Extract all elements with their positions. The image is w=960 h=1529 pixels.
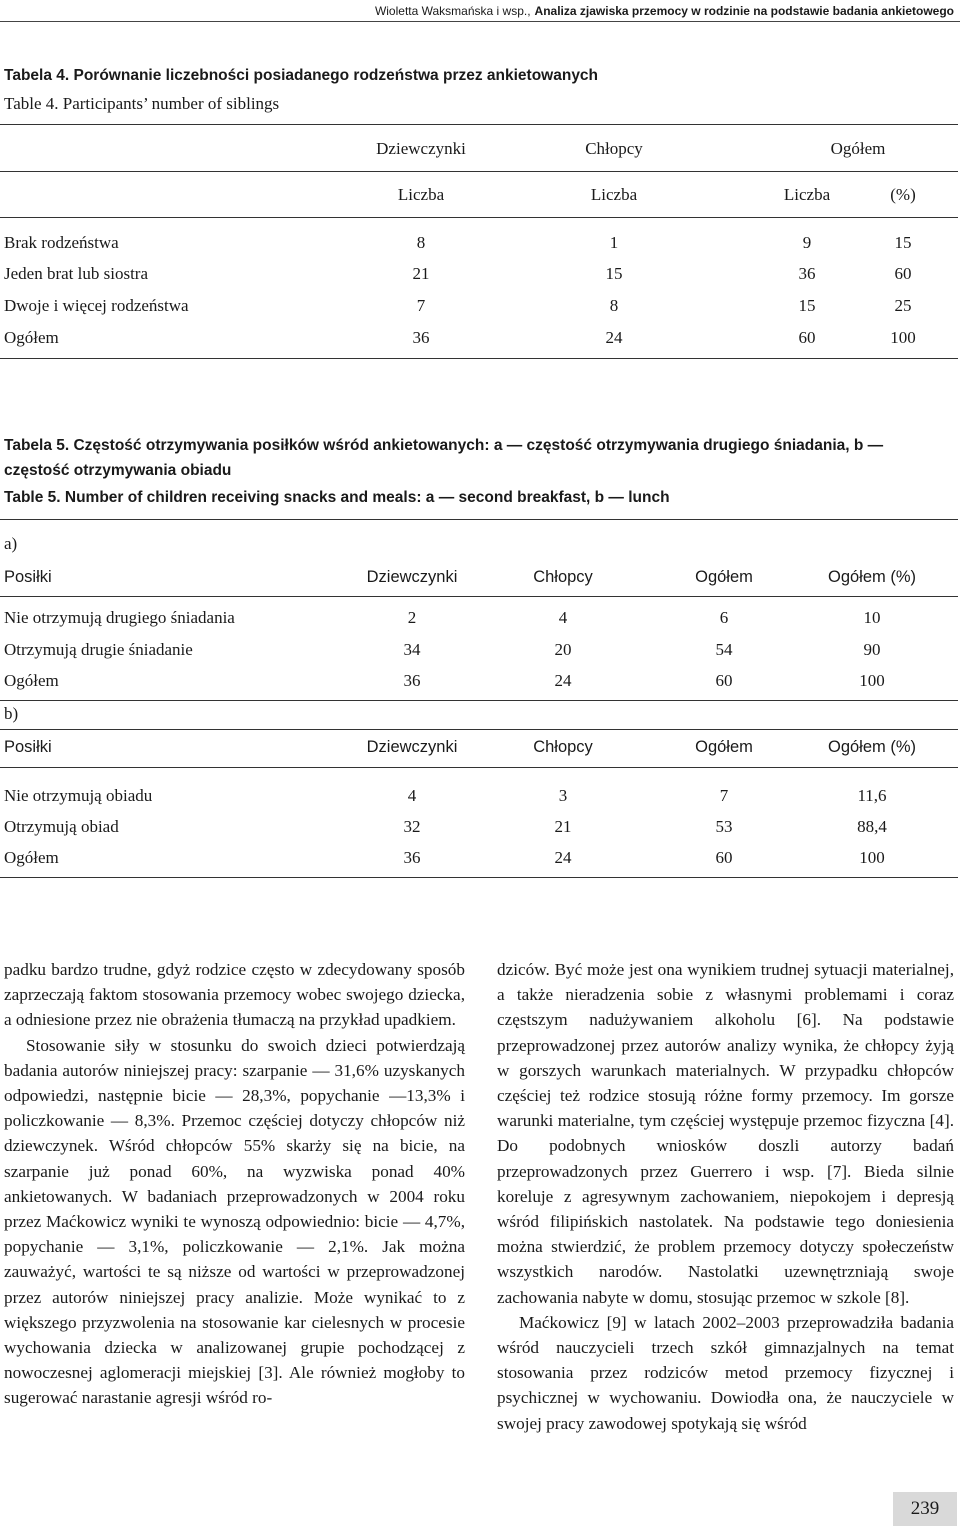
table5-header-boys: Chłopcy [533, 568, 593, 586]
table5-header-total: Ogółem [695, 568, 753, 586]
header-title: Analiza zjawiska przemocy w rodzinie na podstawie badania ankietowego [534, 3, 954, 18]
table4-group-boys: Chłopcy [585, 139, 643, 158]
table5-b-header-rule [0, 767, 958, 768]
body-right-column [497, 957, 954, 1436]
table5-b-cell: 11,6 [857, 786, 887, 805]
table4-cell: 15 [894, 233, 912, 252]
table4-cell: 60 [894, 264, 912, 283]
table4-bottom-rule [0, 358, 958, 359]
table5-b-cell: 100 [859, 848, 885, 867]
table5-a-cell: 24 [554, 671, 572, 690]
table4-cell: 60 [798, 328, 816, 347]
table4-row-label: Jeden brat lub siostra [4, 264, 148, 283]
table5-b-cell: 24 [554, 848, 572, 867]
header-author: Wioletta Waksmańska i wsp., [374, 3, 531, 18]
table5-top-rule [0, 519, 958, 520]
table5-b-row-label: Nie otrzymują obiadu [4, 786, 153, 805]
table4-caption-en: Table 4. Participants’ number of siblings [4, 94, 280, 113]
table5-b-row-label: Ogółem [4, 848, 59, 867]
body-paragraph: dziców. Być może jest ona wynikiem trudnej sytuacji materialnej, a także nieradzenia sobie z własnymi problemami i coraz częstszym nadużywaniem alkoholu [6]. Na podstawie przeprowadzonej przez autorów analizy wynika, że chłopcy żyją w gorszych warunkach materialnych. W przypadku chłopców częściej też rodzice stosują różne formy przemocy. Im gorsze warunki materialne, tym częściej występuje przemoc fizyczna [4]. Do podobnych wniosków doszli autorzy badań przeprowadzonych przez Guerrero i wsp. [7]. Bieda silnie koreluje z agresywnym zachowaniem, niepokojem i depresją wśród filipińskich nastolatek. Na podstawie tego doniesienia można stwierdzić, że problem przemocy dotyczy społeczeństw wszystkich narodów. Nastolatki uzewnętrzniają swoje zachowania nabyte w domu, stosując przemoc w szkole [8]. [497, 960, 954, 1307]
table5-a-cell: 90 [863, 640, 881, 659]
table5-b-cell: 32 [403, 817, 421, 836]
table5-bottom-rule [0, 877, 958, 878]
body-paragraph: Maćkowicz [9] w latach 2002–2003 przeprowadziła badania wśród nauczycieli trzech szkół gimnazjalnych na temat stosowania przez rodziców metod przemocy fizycznej i psychicznej w wychowaniu. Dowiodła ona, że nauczyciele w swojej pracy zawodowej spotykają się wśród [497, 1312, 954, 1433]
page-number: 239 [893, 1492, 957, 1526]
table4-cell: 24 [605, 328, 623, 347]
body-paragraph: Stosowanie siły w stosunku do swoich dzieci potwierdzają badania autorów niniejszej pracy: szarpanie — 31,6% uzyskanych odpowiedzi, następnie bicie — 28,3%, popychanie —13,3% i policzkowanie — 8,3%. Przemoc częściej dotyczy chłopców niż dziewczynek. Wśród chłopców 55% skarży się na bicie, na szarpanie już ponad 60%, na wyzwiska ponad 40% ankietowanych. W badaniach przeprowadzonych w 2004 roku przez Maćkowicz wyniki te wynoszą odpowiednio: bicie — 4,7%, popychanie — 3,1%, policzkowanie — 2,1%. Jak można zauważyć, wartości te są niższe od wartości w przeprowadzonej przez autorów niniejszej pracy analizie. Może wynikać to z większego przyzwolenia na stosowanie kar cielesnych w procesie wychowania dziecka w analizowanej grupie pochodzącej z nowoczesnej aglomeracji miejskiej [3]. Ale również mogłoby to sugerować narastanie agresji wśród ro- [4, 1035, 465, 1408]
table4-cell: 15 [605, 264, 623, 283]
table5-a-row-label: Otrzymują drugie śniadanie [4, 640, 193, 659]
table5-part-b-label: b) [4, 704, 19, 723]
table4-group-total: Ogółem [830, 139, 886, 158]
table5-a-header-rule [0, 596, 958, 597]
table5-b-cell: 7 [719, 786, 729, 805]
table4-cell: 1 [609, 233, 619, 252]
table5-header-girls: Dziewczynki [366, 738, 458, 756]
table5-caption-pl-line2: częstość otrzymywania obiadu [4, 462, 232, 479]
table5-a-cell: 2 [407, 608, 417, 627]
table5-b-cell: 88,4 [857, 817, 887, 836]
table5-b-row-label: Otrzymują obiad [4, 817, 119, 836]
table4-cell: 100 [890, 328, 916, 347]
table4-row-label: Ogółem [4, 328, 59, 347]
table4-cell: 36 [412, 328, 430, 347]
table5-a-cell: 34 [403, 640, 421, 659]
table4-caption-pl: Tabela 4. Porównanie liczebności posiadanego rodzeństwa przez ankietowanych [4, 67, 599, 84]
running-header [0, 0, 960, 22]
table5-a-cell: 60 [715, 671, 733, 690]
table4-row-label: Brak rodzeństwa [4, 233, 119, 252]
table5-b-cell: 3 [558, 786, 568, 805]
table4-cell: 9 [802, 233, 812, 252]
table5-b-cell: 4 [407, 786, 417, 805]
table5-b-cell: 53 [715, 817, 733, 836]
table4-subheader: Liczba [590, 185, 638, 204]
table5-part-a-label: a) [4, 534, 18, 553]
table5-a-bottom-rule [0, 700, 958, 701]
table4-cell: 36 [798, 264, 816, 283]
table5-b-cell: 21 [554, 817, 572, 836]
table4-subheader: (%) [890, 185, 916, 204]
table4-row-label: Dwoje i więcej rodzeństwa [4, 296, 189, 315]
table5-a-cell: 4 [558, 608, 568, 627]
table5-b-top-rule [0, 729, 958, 730]
table4-cell: 7 [416, 296, 426, 315]
table4-top-rule [0, 124, 958, 125]
table4-header-rule [0, 217, 958, 218]
table5-caption-en: Table 5. Number of children receiving snacks and meals: a — second breakfast, b — lunch [4, 489, 670, 506]
table5-a-cell: 20 [554, 640, 572, 659]
table4-group-girls: Dziewczynki [376, 139, 466, 158]
table5-a-row-label: Ogółem [4, 671, 59, 690]
table4-subheader: Liczba [397, 185, 445, 204]
table4-cell: 8 [609, 296, 619, 315]
table5-a-row-label: Nie otrzymują drugiego śniadania [4, 608, 235, 627]
table4-group-rule [0, 171, 958, 172]
table5-header-meals: Posiłki [4, 568, 52, 586]
table4-cell: 25 [894, 296, 912, 315]
table4-cell: 21 [412, 264, 430, 283]
table5-b-cell: 60 [715, 848, 733, 867]
table4-subheader: Liczba [783, 185, 831, 204]
table5-header-boys: Chłopcy [533, 738, 593, 756]
table5-a-cell: 10 [863, 608, 881, 627]
body-paragraph: padku bardzo trudne, gdyż rodzice często w zdecydowany sposób zaprzeczają faktom stosowania przemocy wobec swojego dziecka, a odniesione przez nie obrażenia tłumaczą na przykład upadkiem. [4, 960, 465, 1030]
table4-cell: 8 [416, 233, 426, 252]
table5-caption-pl-line1: Tabela 5. Częstość otrzymywania posiłków wśród ankietowanych: a — częstość otrzymywania drugiego śniadania, b — [4, 437, 884, 454]
table5-header-total-pct: Ogółem (%) [827, 568, 917, 586]
table5-header-total-pct: Ogółem (%) [827, 738, 917, 756]
table5-b-cell: 36 [403, 848, 421, 867]
table5-a-cell: 54 [715, 640, 733, 659]
table5-header-meals: Posiłki [4, 738, 52, 756]
table5-a-cell: 6 [719, 608, 729, 627]
table4-cell: 15 [798, 296, 816, 315]
table5-a-cell: 100 [859, 671, 885, 690]
table5-header-total: Ogółem [695, 738, 753, 756]
body-left-column [4, 957, 465, 1411]
table5-a-cell: 36 [403, 671, 421, 690]
table5-header-girls: Dziewczynki [366, 568, 458, 586]
